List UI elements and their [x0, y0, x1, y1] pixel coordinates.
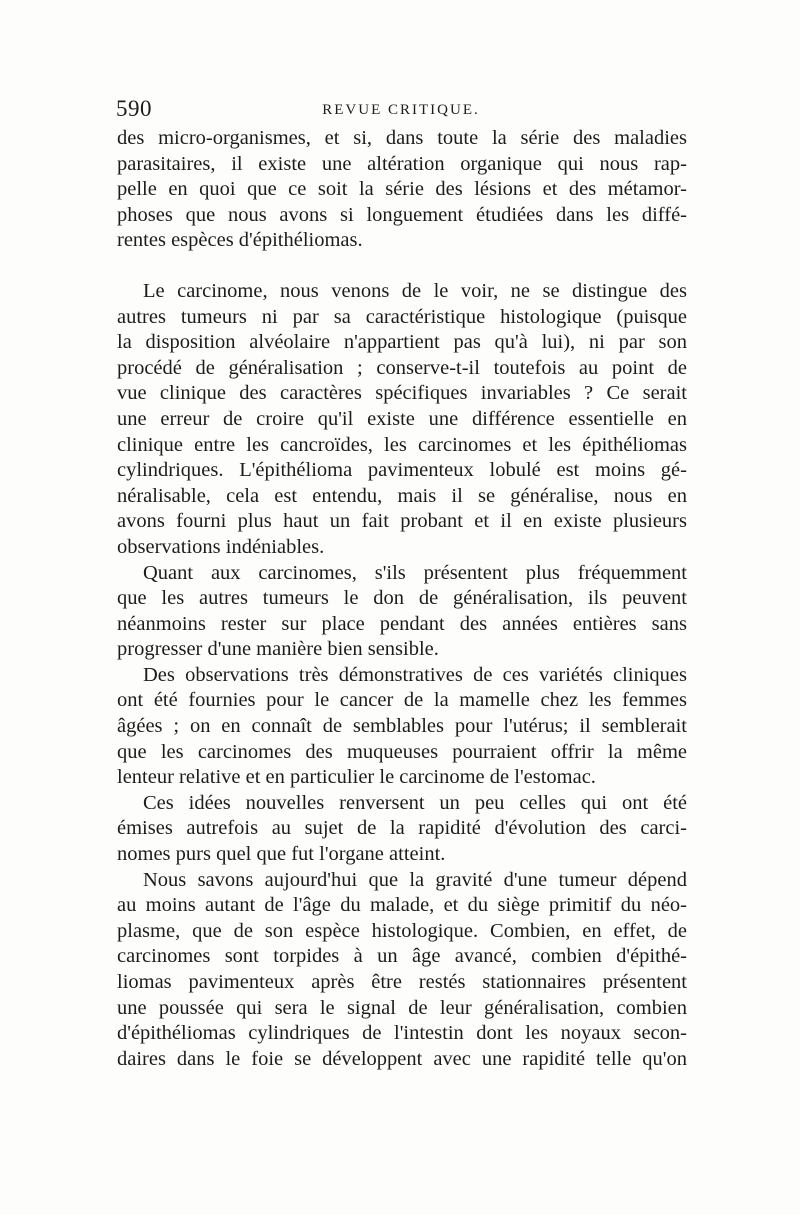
text-line: autres tumeurs ni par sa caractéristique histologique (puisque — [117, 305, 687, 328]
text-line: une erreur de croire qu'il existe une différence essentielle en — [117, 407, 687, 430]
text-line: clinique entre les cancroïdes, les carcinomes et les épithéliomas — [117, 433, 687, 456]
text-line: Ces idées nouvelles renversent un peu celles qui ont été — [143, 791, 687, 814]
paragraph-gap — [117, 254, 687, 279]
text-line: émises autrefois au sujet de la rapidité d'évolution des carci- — [117, 817, 687, 840]
text-line: néanmoins rester sur place pendant des années entières sans — [117, 612, 687, 635]
text-line: Nous savons aujourd'hui que la gravité d'une tumeur dépend — [143, 868, 687, 891]
text-line: vue clinique des caractères spécifiques invariables ? Ce serait — [117, 382, 687, 405]
running-head — [116, 96, 686, 126]
text-line: daires dans le foie se développent avec une rapidité telle qu'on — [117, 1047, 687, 1070]
text-line: Des observations très démonstratives de ces variétés cliniques — [143, 663, 687, 686]
text-line: carcinomes sont torpides à un âge avancé, combien d'épithé- — [117, 945, 687, 968]
text-line: lenteur relative et en particulier le carcinome de l'estomac. — [117, 766, 596, 789]
text-line: ont été fournies pour le cancer de la mamelle chez les femmes — [117, 689, 687, 712]
text-line: néralisable, cela est entendu, mais il se généralise, nous en — [117, 484, 687, 507]
text-line: au moins autant de l'âge du malade, et du siège primitif du néo- — [117, 894, 687, 917]
text-line: plasme, que de son espèce histologique. Combien, en effet, de — [117, 919, 687, 942]
paragraph — [117, 791, 687, 868]
text-line: d'épithéliomas cylindriques de l'intestin dont les noyaux secon- — [117, 1022, 687, 1045]
text-line: nomes purs quel que fut l'organe atteint. — [117, 843, 446, 866]
text-line: Quant aux carcinomes, s'ils présentent plus fréquemment — [143, 561, 687, 584]
text-line: que les carcinomes des muqueuses pourraient offrir la même — [117, 740, 687, 763]
text-line: pelle en quoi que ce soit la série des lésions et des métamor- — [117, 178, 687, 201]
text-line: observations indéniables. — [117, 535, 325, 558]
paragraph — [117, 663, 687, 791]
body-text — [117, 126, 687, 1072]
text-line: rentes espèces d'épithéliomas. — [117, 229, 363, 252]
text-line: âgées ; on en connaît de semblables pour l'utérus; il semblerait — [117, 715, 687, 738]
page-number: 590 — [116, 96, 152, 121]
text-line: cylindriques. L'épithélioma pavimenteux lobulé est moins gé- — [117, 459, 687, 482]
running-title: REVUE CRITIQUE. — [322, 102, 480, 118]
paragraph — [117, 561, 687, 663]
text-line: que les autres tumeurs le don de généralisation, ils peuvent — [117, 587, 687, 610]
text-line: progresser d'une manière bien sensible. — [117, 638, 439, 661]
text-line: procédé de généralisation ; conserve-t-il toutefois au point de — [117, 356, 687, 379]
text-line: des micro-organismes, et si, dans toute la série des maladies — [117, 127, 687, 149]
text-line: Le carcinome, nous venons de le voir, ne se distingue des — [143, 279, 687, 302]
paragraph — [117, 126, 687, 254]
text-line: parasitaires, il existe une altération organique qui nous rap- — [117, 152, 687, 175]
text-line: la disposition alvéolaire n'appartient pas qu'à lui), ni par son — [117, 331, 687, 354]
text-line: phoses que nous avons si longuement étudiées dans les diffé- — [117, 203, 687, 226]
text-line: liomas pavimenteux après être restés stationnaires présentent — [117, 971, 687, 993]
text-line: avons fourni plus haut un fait probant et il en existe plusieurs — [117, 510, 687, 533]
text-line: une poussée qui sera le signal de leur généralisation, combien — [117, 996, 687, 1019]
paragraph — [117, 868, 687, 1073]
paragraph — [117, 279, 687, 561]
